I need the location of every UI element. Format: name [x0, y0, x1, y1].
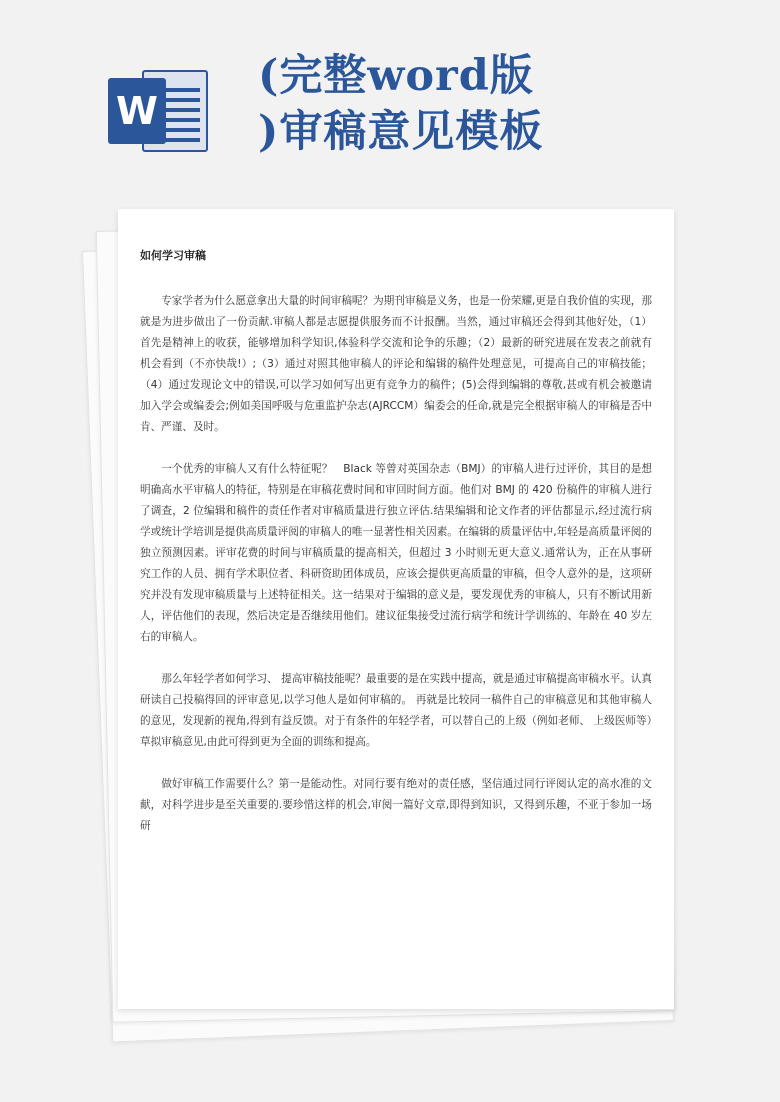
page-title: [258, 48, 758, 160]
title-line-1: (完整word版: [258, 51, 534, 101]
document-heading: 如何学习审稿: [140, 249, 206, 262]
document-page: [118, 209, 674, 1009]
paragraph-2: 一个优秀的审稿人又有什么特征呢？ Black 等曾对英国杂志（BMJ）的审稿人进行过评价，其目的是想明确高水平审稿人的特征，特别是在审稿花费时间和审回时间方面。他们对 BMJ 的 420 份稿件的审稿人进行了调查，2 位编辑和稿件的责任作者对审稿质量进行独立评估.结果编辑和论文作者的评估都显示,经过流行病学或统计学培训是提供高质量评阅的审稿人的唯一显著性相关因素。在编辑的质量评估中,年轻是高质量评阅的独立预测因素。评审花费的时间与审稿质量的提高相关，但超过 3 小时则无更大意义.通常认为，正在从事研究工作的人员、拥有学术职位者、科研资助团体成员，应该会提供更高质量的审稿，但令人意外的是，这项研究并没有发现审稿质量与上述特征相关。这一结果对于编辑的意义是，要发现优秀的审稿人，只有不断试用新人，评估他们的表现，然后决定是否继续用他们。建议征集接受过流行病学和统计学训练的、年龄在 40 岁左右的审稿人。: [140, 463, 652, 643]
paragraph-1: 专家学者为什么愿意拿出大量的时间审稿呢？为期刊审稿是义务，也是一份荣耀,更是自我价值的实现，那就是为进步做出了一份贡献.审稿人都是志愿提供服务而不计报酬。当然，通过审稿还会得到其他好处，（1）首先是精神上的收获，能够增加科学知识,体验科学交流和论争的乐趣；（2）最新的研究进展在发表之前就有机会看到（不亦快哉!）;（3）通过对照其他审稿人的评论和编辑的稿件处理意见，可提高自己的审稿技能；（4）通过发现论文中的错误,可以学习如何写出更有竞争力的稿件；(5)会得到编辑的尊敬,甚或有机会被邀请加入学会或编委会;例如美国呼吸与危重监护杂志(AJRCCM）编委会的任命,就是完全根据审稿人的审稿是否中肯、严谨、及时。: [140, 295, 652, 433]
title-line-2: )审稿意见模板: [258, 107, 544, 157]
paragraph-4: 做好审稿工作需要什么？第一是能动性。对同行要有绝对的责任感，坚信通过同行评阅认定的高水准的文献，对科学进步是至关重要的.要珍惜这样的机会,审阅一篇好文章,即得到知识，又得到乐趣，不亚于参加一场研: [140, 778, 652, 832]
word-icon-letter: W: [108, 78, 166, 144]
paragraph-3: 那么年轻学者如何学习、 提高审稿技能呢？最重要的是在实践中提高，就是通过审稿提高审稿水平。认真研读自己投稿得回的评审意见,以学习他人是如何审稿的。 再就是比较同一稿件自己的审稿意见和其他审稿人的意见，发现新的视角,得到有益反馈。对于有条件的年轻学者，可以替自己的上级（例如老师、 上级医师等）草拟审稿意见,由此可得到更为全面的训练和提高。: [140, 673, 652, 748]
header: [0, 0, 780, 205]
word-document-icon: [108, 64, 210, 156]
